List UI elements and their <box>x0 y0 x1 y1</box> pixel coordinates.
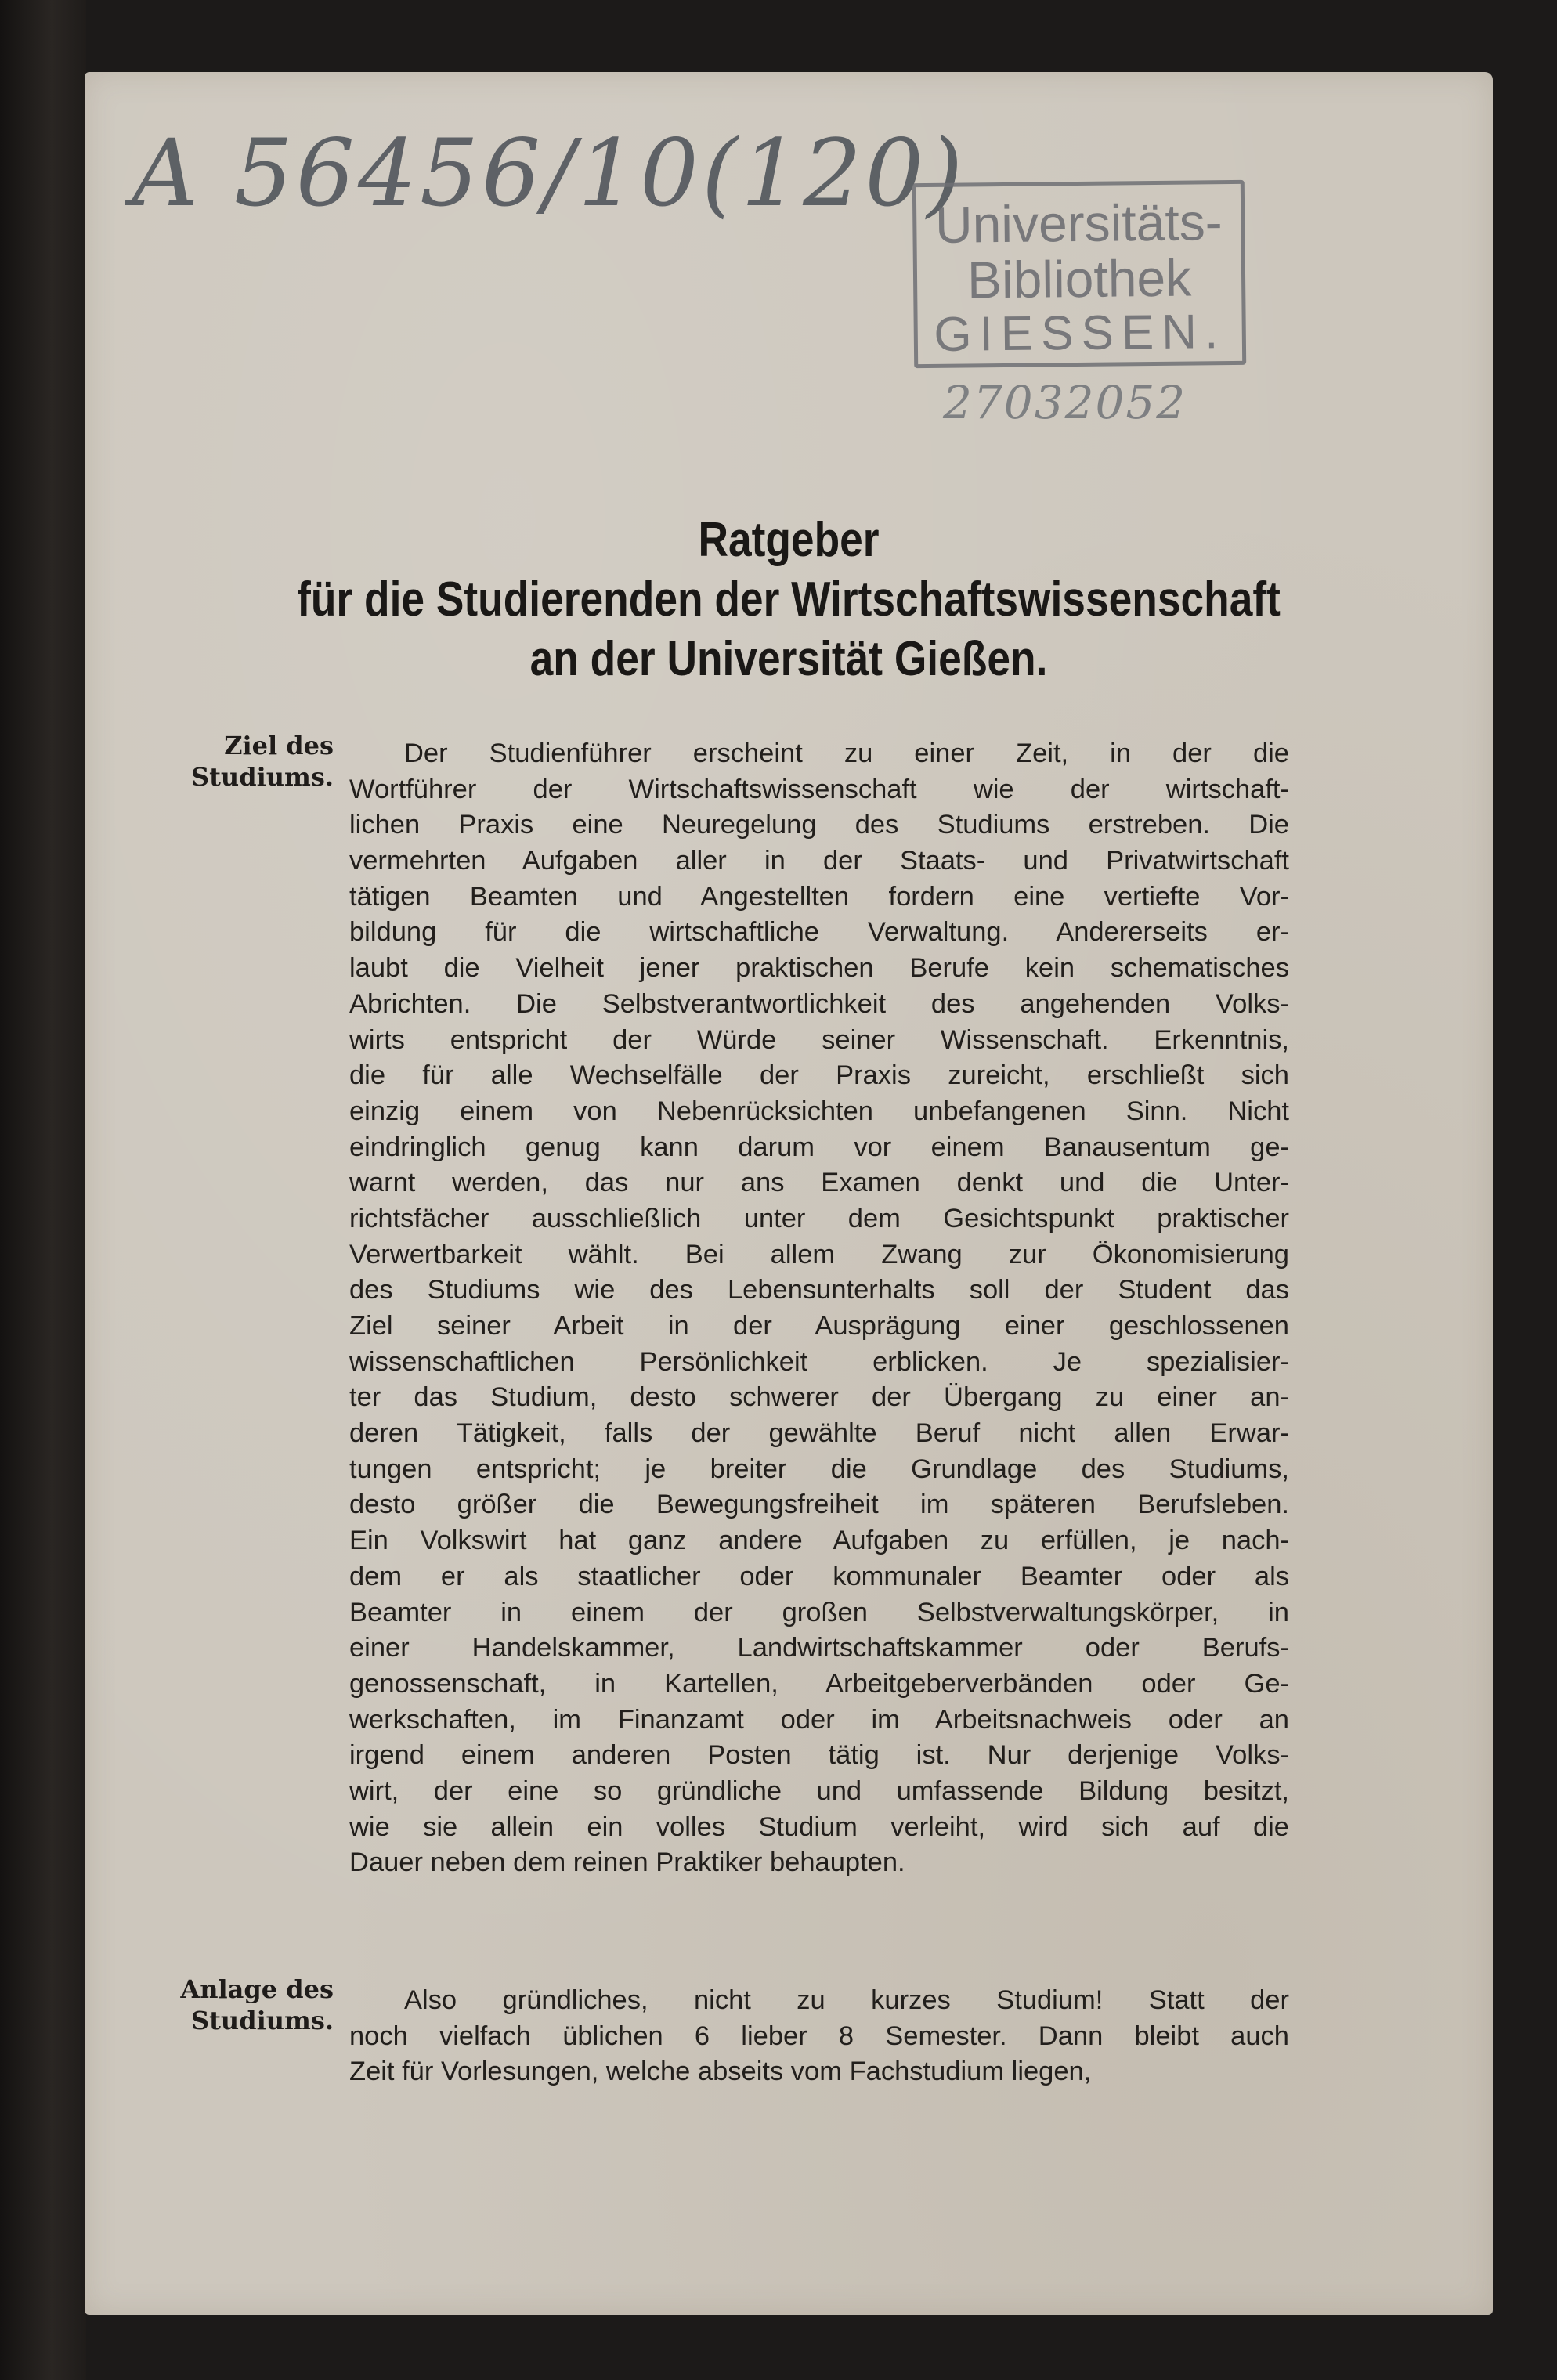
text-line: Zeit für Vorlesungen, welche abseits vom Fachstudium liegen, <box>349 2057 1092 2087</box>
margin-label-anlage <box>154 1974 334 2036</box>
text-line: Dauer neben dem reinen Praktiker behaupten. <box>349 1847 905 1878</box>
text-line: eindringlich genug kann darum vor einem Banausentum ge- <box>349 1132 1289 1162</box>
text-line: Also gründliches, nicht zu kurzes Studium! Statt der <box>404 1985 1289 2015</box>
text-line: noch vielfach üblichen 6 lieber 8 Semester. Dann bleibt auch <box>349 2021 1289 2051</box>
text-line: richtsfächer ausschließlich unter dem Gesichtspunkt praktischer <box>349 1203 1289 1233</box>
title-line-3: an der Universität Gießen. <box>529 632 1048 686</box>
text-line: wissenschaftlichen Persönlichkeit erblicken. Je spezialisier- <box>349 1346 1289 1377</box>
text-line: bildung für die wirtschaftliche Verwaltung. Andererseits er- <box>349 917 1289 948</box>
text-line: dem er als staatlicher oder kommunaler Beamter oder als <box>349 1561 1289 1591</box>
text-line: desto größer die Bewegungsfreiheit im späteren Berufsleben. <box>349 1490 1289 1520</box>
text-line: Wortführer der Wirtschaftswissenschaft wie der wirtschaft- <box>349 774 1289 804</box>
paragraph-ziel <box>349 736 1289 1881</box>
text-line: deren Tätigkeit, falls der gewählte Beruf nicht allen Erwar- <box>349 1418 1289 1449</box>
text-line: einzig einem von Nebenrücksichten unbefangenen Sinn. Nicht <box>349 1096 1289 1126</box>
text-line: vermehrten Aufgaben aller in der Staats- und Privatwirtschaft <box>349 846 1289 876</box>
margin-label-line-1: Anlage des <box>180 1974 334 2004</box>
text-line: Verwertbarkeit wählt. Bei allem Zwang zur Ökonomisierung <box>349 1239 1289 1269</box>
text-line: Beamter in einem der großen Selbstverwaltungskörper, in <box>349 1597 1289 1627</box>
text-line: werkschaften, im Finanzamt oder im Arbeitsnachweis oder an <box>349 1704 1289 1735</box>
title-line-1: Ratgeber <box>698 513 880 567</box>
library-stamp <box>912 180 1246 368</box>
document-title <box>183 511 1394 689</box>
text-line: tungen entspricht; je breiter die Grundlage des Studiums, <box>349 1454 1289 1484</box>
handwritten-shelfmark: A 56456/10(120) <box>132 119 966 227</box>
margin-label-line-2: Studiums. <box>191 762 334 792</box>
text-line: warnt werden, das nur ans Examen denkt und die Unter- <box>349 1168 1289 1198</box>
stamp-line-3: GIESSEN. <box>934 305 1226 362</box>
margin-label-line-1: Ziel des <box>224 731 334 760</box>
text-line: genossenschaft, in Kartellen, Arbeitgeberverbänden oder Ge- <box>349 1668 1289 1699</box>
text-line: Der Studienführer erscheint zu einer Zeit, in der die <box>404 739 1289 768</box>
paragraph-anlage <box>349 1983 1289 2090</box>
text-line: irgend einem anderen Posten tätig ist. Nur derjenige Volks- <box>349 1740 1289 1771</box>
margin-label-ziel <box>154 730 334 793</box>
stamp-line-2: Bibliothek <box>966 248 1192 309</box>
text-line: Ziel seiner Arbeit in der Ausprägung einer geschlossenen <box>349 1311 1289 1341</box>
text-line: Abrichten. Die Selbstverantwortlichkeit des angehenden Volks- <box>349 988 1289 1019</box>
document-page <box>85 72 1493 2315</box>
text-line: ter das Studium, desto schwerer der Übergang zu einer an- <box>349 1382 1289 1413</box>
text-line: einer Handelskammer, Landwirtschaftskammer oder Berufs- <box>349 1633 1289 1663</box>
text-line: tätigen Beamten und Angestellten fordern eine vertiefte Vor- <box>349 881 1289 912</box>
text-line: wirt, der eine so gründliche und umfassende Bildung besitzt, <box>349 1775 1289 1806</box>
text-line: laubt die Vielheit jener praktischen Berufe kein schematisches <box>349 953 1289 984</box>
text-line: die für alle Wechselfälle der Praxis zureicht, erschließt sich <box>349 1060 1289 1091</box>
text-line: Ein Volkswirt hat ganz andere Aufgaben zu erfüllen, je nach- <box>349 1526 1289 1556</box>
stamp-number: 27032052 <box>943 376 1187 429</box>
stamp-line-1: Universitäts- <box>934 193 1223 254</box>
text-line: lichen Praxis eine Neuregelung des Studiums erstreben. Die <box>349 810 1289 840</box>
margin-label-line-2: Studiums. <box>191 2006 334 2035</box>
text-line: des Studiums wie des Lebensunterhalts soll der Student das <box>349 1275 1289 1306</box>
text-line: wirts entspricht der Würde seiner Wissenschaft. Erkenntnis, <box>349 1024 1289 1055</box>
text-line: wie sie allein ein volles Studium verleiht, wird sich auf die <box>349 1811 1289 1842</box>
title-line-2: für die Studierenden der Wirtschaftswissenschaft <box>297 572 1281 627</box>
scan-shadow-edge <box>0 0 86 2380</box>
